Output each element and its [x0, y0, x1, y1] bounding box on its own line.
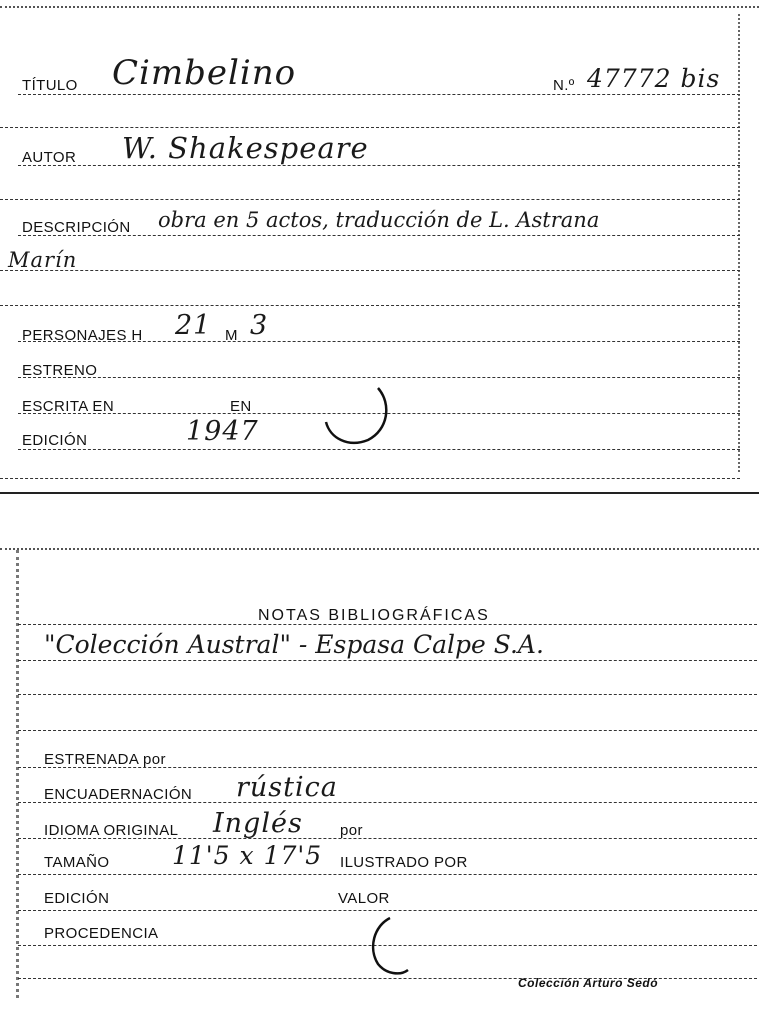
autor-label: AUTOR	[22, 149, 77, 166]
autor-value: W. Shakespeare	[122, 131, 369, 165]
numero-label: N.º	[553, 77, 575, 94]
ruled-line	[0, 270, 740, 271]
valor-label: VALOR	[338, 890, 390, 907]
titulo-value: Cimbelino	[112, 53, 297, 93]
tamano-label: TAMAÑO	[44, 854, 110, 871]
escrita-label: ESCRITA EN	[22, 398, 115, 415]
ilustrado-label: ILUSTRADO POR	[340, 854, 468, 871]
edicion-back-label: EDICIÓN	[44, 890, 110, 907]
escrita-en-label: EN	[230, 398, 252, 415]
card-divider	[0, 492, 759, 494]
procedencia-label: PROCEDENCIA	[44, 925, 159, 942]
card-right-edge	[738, 14, 740, 472]
ruled-line	[18, 624, 757, 625]
encuadernacion-value: rústica	[236, 772, 338, 803]
catalog-card-back	[0, 540, 759, 1028]
collection-credit: Colección Arturo Sedó	[518, 976, 659, 990]
ruled-line	[18, 94, 740, 95]
punch-hole-mark	[318, 378, 398, 450]
descripcion-label: DESCRIPCIÓN	[22, 219, 131, 236]
tamano-value: 11'5 x 17'5	[172, 841, 323, 870]
ruled-line	[0, 478, 740, 479]
card-top-edge	[0, 548, 759, 550]
personajes-label: PERSONAJES H	[22, 327, 143, 344]
ruled-line	[18, 874, 757, 875]
idioma-label: IDIOMA ORIGINAL	[44, 822, 179, 839]
encuadernacion-label: ENCUADERNACIÓN	[44, 786, 193, 803]
titulo-label: TÍTULO	[22, 77, 78, 94]
ruled-line	[0, 305, 740, 306]
personajes-m-label: M	[225, 327, 238, 344]
notas-heading: NOTAS BIBLIOGRÁFICAS	[258, 607, 490, 624]
card-left-edge	[16, 550, 19, 998]
descripcion-value: obra en 5 actos, traducción de L. Astrana	[158, 208, 600, 232]
idioma-value: Inglés	[213, 808, 303, 839]
ruled-line	[18, 165, 740, 166]
ruled-line	[18, 910, 757, 911]
card-top-edge	[0, 6, 759, 8]
notas-line: "Colección Austral" - Espasa Calpe S.A.	[44, 630, 544, 659]
punch-hole-mark	[360, 912, 430, 982]
ruled-line	[18, 730, 757, 731]
estreno-label: ESTRENO	[22, 362, 98, 379]
estrenada-label: ESTRENADA por	[44, 751, 166, 768]
personajes-h-value: 21	[175, 310, 212, 341]
numero-value: 47772 bis	[587, 64, 721, 93]
edicion-label: EDICIÓN	[22, 432, 88, 449]
personajes-m-value: 3	[250, 310, 269, 341]
idioma-por-label: por	[340, 822, 363, 839]
ruled-line	[0, 127, 740, 128]
ruled-line	[18, 660, 757, 661]
ruled-line	[0, 199, 740, 200]
descripcion-continuation: Marín	[8, 248, 78, 272]
catalog-card-front	[0, 0, 759, 492]
ruled-line	[18, 694, 757, 695]
edicion-value: 1947	[186, 416, 259, 447]
